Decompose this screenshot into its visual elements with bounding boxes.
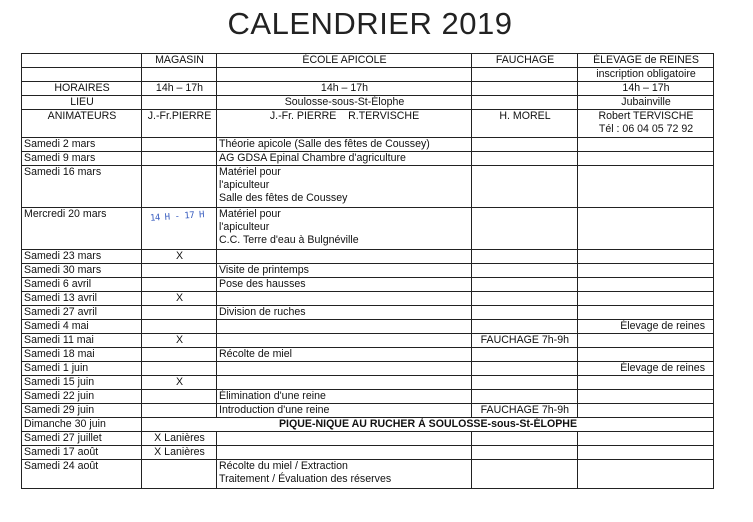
header-elevage: ÉLEVAGE de REINES [578,54,714,68]
date-cell: Samedi 6 avril [22,278,142,292]
magasin-cell [142,348,217,362]
magasin-cell [142,264,217,278]
elevage-cell [578,348,714,362]
table-row [22,334,714,348]
magasin-cell [142,138,217,152]
calendar-rows [22,138,714,489]
animateurs-ecole: J.-Fr. PIERRE R.TERVISCHE [217,110,472,138]
date-cell: Samedi 23 mars [22,250,142,264]
fauchage-cell [472,348,578,362]
magasin-cell: X Lanières [142,446,217,460]
handwritten-note: 14 H - 17 H [149,210,205,224]
magasin-cell [142,278,217,292]
ecole-cell: Matériel pour l'apiculteur C.C. Terre d'eau à Bulgnéville [217,208,472,250]
ecole-cell: Matériel pour l'apiculteur Salle des fêtes de Coussey [217,166,472,208]
date-cell: Samedi 27 juillet [22,432,142,446]
table-row [22,278,714,292]
fauchage-cell [472,432,578,446]
animateurs-magasin: J.-Fr.PIERRE [142,110,217,138]
lieu-row [22,96,714,110]
table-row [22,362,714,376]
magasin-cell [142,166,217,208]
header-magasin: MAGASIN [142,54,217,68]
ecole-cell [217,376,472,390]
elevage-cell [578,376,714,390]
date-cell: Samedi 13 avril [22,292,142,306]
table-row [22,250,714,264]
ecole-cell: Théorie apicole (Salle des fêtes de Coussey) [217,138,472,152]
animateurs-row [22,110,714,138]
animateurs-elevage [578,110,714,138]
elevage-cell [578,292,714,306]
elevage-cell [578,264,714,278]
event-span-cell: PIQUE-NIQUE AU RUCHER À SOULOSSE-sous-St-ÉLOPHE [142,418,714,432]
fauchage-cell [472,390,578,404]
fauchage-cell [472,166,578,208]
date-cell: Samedi 27 avril [22,306,142,320]
note-row [22,68,714,82]
ecole-cell: Élimination d'une reine [217,390,472,404]
horaires-row [22,82,714,96]
date-cell: Samedi 22 juin [22,390,142,404]
fauchage-cell: FAUCHAGE 7h-9h [472,404,578,418]
ecole-cell [217,320,472,334]
date-cell: Samedi 2 mars [22,138,142,152]
fauchage-cell [472,446,578,460]
header-empty [22,54,142,68]
table-row [22,320,714,334]
fauchage-cell [472,292,578,306]
table-row [22,404,714,418]
date-cell: Samedi 30 mars [22,264,142,278]
fauchage-cell [472,362,578,376]
fauchage-cell [472,460,578,489]
ecole-cell [217,446,472,460]
fauchage-cell [472,138,578,152]
magasin-cell: X Lanières [142,432,217,446]
header-ecole: ÉCOLE APICOLE [217,54,472,68]
elevage-tel: Tél : 06 04 05 72 92 [598,123,694,135]
fauchage-cell [472,250,578,264]
ecole-cell [217,334,472,348]
table-row [22,138,714,152]
fauchage-cell [472,208,578,250]
ecole-cell [217,362,472,376]
date-cell: Samedi 1 juin [22,362,142,376]
ecole-cell [217,250,472,264]
elevage-cell [578,390,714,404]
horaires-elevage: 14h – 17h [578,82,714,96]
ecole-cell [217,432,472,446]
elevage-note: inscription obligatoire [578,68,714,82]
date-cell: Samedi 24 août [22,460,142,489]
fauchage-cell [472,320,578,334]
fauchage-cell: FAUCHAGE 7h-9h [472,334,578,348]
date-cell: Samedi 17 août [22,446,142,460]
table-row [22,348,714,362]
ecole-cell [217,292,472,306]
date-cell: Samedi 16 mars [22,166,142,208]
magasin-cell [142,390,217,404]
elevage-cell [578,250,714,264]
ecole-cell: Visite de printemps [217,264,472,278]
elevage-cell [578,460,714,489]
magasin-cell: X [142,250,217,264]
elevage-cell [578,306,714,320]
magasin-cell [142,404,217,418]
ecole-cell: Division de ruches [217,306,472,320]
date-cell: Samedi 11 mai [22,334,142,348]
magasin-cell [142,152,217,166]
ecole-cell: Introduction d'une reine [217,404,472,418]
ecole-cell: Récolte de miel [217,348,472,362]
elevage-cell [578,432,714,446]
table-row [22,292,714,306]
date-cell: Samedi 4 mai [22,320,142,334]
table-row [22,264,714,278]
ecole-cell: Pose des hausses [217,278,472,292]
elevage-cell [578,208,714,250]
lieu-ecole: Soulosse-sous-St-Élophe [217,96,472,110]
magasin-cell [142,320,217,334]
table-row [22,418,714,432]
elevage-cell [578,278,714,292]
elevage-cell [578,166,714,208]
table-row [22,376,714,390]
table-row [22,460,714,489]
date-cell: Samedi 18 mai [22,348,142,362]
fauchage-cell [472,306,578,320]
page-title: CALENDRIER 2019 [227,6,513,41]
magasin-cell: X [142,376,217,390]
fauchage-cell [472,152,578,166]
fauchage-cell [472,376,578,390]
horaires-magasin: 14h – 17h [142,82,217,96]
fauchage-cell [472,278,578,292]
date-cell: Mercredi 20 mars [22,208,142,250]
table-row [22,432,714,446]
animateurs-fauchage: H. MOREL [472,110,578,138]
elevage-cell [578,152,714,166]
magasin-cell [142,460,217,489]
elevage-cell [578,138,714,152]
date-cell: Samedi 9 mars [22,152,142,166]
magasin-cell [142,362,217,376]
magasin-cell [142,306,217,320]
animateurs-label: ANIMATEURS [22,110,142,138]
fauchage-cell [472,264,578,278]
ecole-cell: Récolte du miel / Extraction Traitement / Évaluation des réserves [217,460,472,489]
elevage-cell [578,446,714,460]
table-row [22,446,714,460]
calendar-table [21,53,714,489]
header-row [22,54,714,68]
date-cell: Samedi 29 juin [22,404,142,418]
table-row [22,152,714,166]
elevage-cell: Élevage de reines [578,362,714,376]
lieu-elevage: Jubainville [578,96,714,110]
date-cell: Samedi 15 juin [22,376,142,390]
elevage-cell [578,334,714,348]
header-fauchage: FAUCHAGE [472,54,578,68]
ecole-cell: AG GDSA Epinal Chambre d'agriculture [217,152,472,166]
table-row [22,390,714,404]
magasin-cell: X [142,292,217,306]
table-row [22,208,714,250]
table-row [22,166,714,208]
date-cell: Dimanche 30 juin [22,418,142,432]
elevage-animateur: Robert TERVISCHE [598,110,694,122]
magasin-cell: X [142,334,217,348]
horaires-label: HORAIRES [22,82,142,96]
horaires-ecole: 14h – 17h [217,82,472,96]
elevage-cell [578,404,714,418]
table-row [22,306,714,320]
lieu-label: LIEU [22,96,142,110]
elevage-cell: Élevage de reines [578,320,714,334]
